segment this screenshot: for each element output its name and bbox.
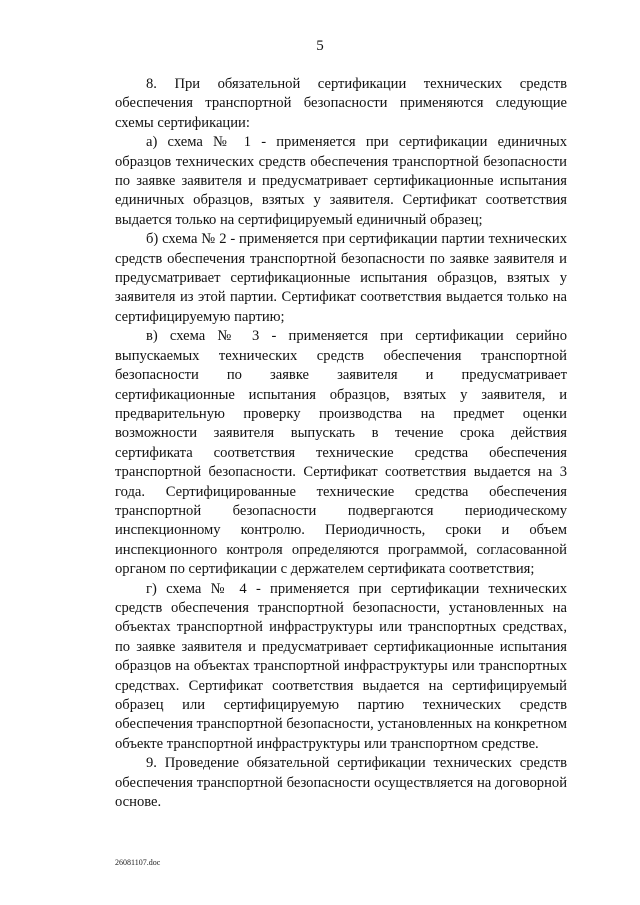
paragraph-8: 8. При обязательной сертификации технических средств обеспечения транспортной безопасности применяются следующие схемы сертификации:: [115, 76, 567, 131]
file-name-footer: 26081107.doc: [115, 858, 161, 867]
paragraph-scheme-3: в) схема № 3 - применяется при сертификации серийно выпускаемых технических средств обеспечения транспортной безопасности по заявке заявителя и предусматривает сертификационные испытания образцов, взятых у заявителя, и предварительную проверку производства на предмет оценки возможности заявителя выпускать в течение срока действия сертификата соответствия технические средства обеспечения транспортной безопасности. Сертификат соответствия выдается на 3 года. Сертифицированные технические средства обеспечения транспортной безопасности подвергаются периодическому инспекционному контролю. Периодичность, сроки и объем инспекционного контроля определяются программой, согласованной органом по сертификации с держателем сертификата соответствия;: [115, 328, 567, 578]
paragraph-scheme-4: г) схема № 4 - применяется при сертификации технических средств обеспечения транспортной безопасности, установленных на объектах транспортной инфраструктуры или транспортных средствах, по заявке заявителя и предусматривает сертификационные испытания образцов на объектах транспортной инфраструктуры или транспортных средствах. Сертификат соответствия выдается на сертифицируемый образец или сертифицируемую партию технических средств обеспечения транспортной безопасности, установленных на конкретном объекте транспортной инфраструктуры или транспортном средстве.: [115, 580, 567, 752]
document-body: [115, 75, 567, 812]
paragraph-scheme-1: а) схема № 1 - применяется при сертификации единичных образцов технических средств обеспечения транспортной безопасности по заявке заявителя и предусматривает сертификационные испытания единичных образцов, взятых у заявителя. Сертификат соответствия выдается только на сертифицируемый единичный образец;: [115, 134, 567, 228]
page-number: 5: [316, 38, 324, 54]
paragraph-scheme-2: б) схема № 2 - применяется при сертификации партии технических средств обеспечения транспортной безопасности по заявке заявителя и предусматривает сертификационные испытания образцов, взятых у заявителя из этой партии. Сертификат соответствия выдается только на сертифицируемую партию;: [115, 231, 567, 325]
paragraph-9: 9. Проведение обязательной сертификации технических средств обеспечения транспортной безопасности осуществляется на договорной основе.: [115, 755, 567, 811]
